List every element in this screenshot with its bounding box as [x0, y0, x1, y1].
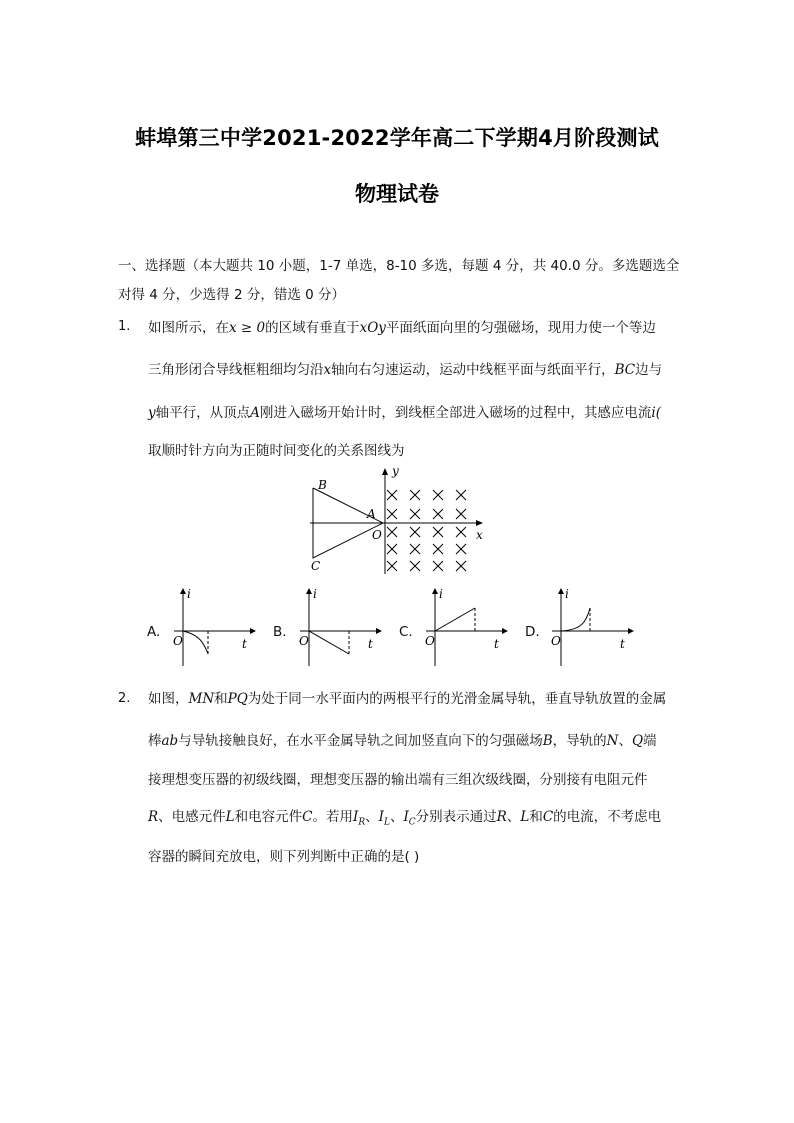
- curve-a: [183, 631, 208, 654]
- exam-subtitle: 物理试卷: [355, 182, 439, 206]
- label-x: x: [476, 528, 483, 542]
- label-B: B: [318, 478, 327, 492]
- section-heading-line1: 一、选择题（本大题共 10 小题，1-7 单选，8-10 多选，每题 4 分，共 40.0 分。多选题选全: [118, 258, 680, 274]
- option-b-label[interactable]: B.: [273, 624, 287, 640]
- question-2-line1: 如图，MN和PQ为处于同一水平面内的两根平行的光滑金属导轨，垂直导轨放置的金属: [148, 691, 667, 707]
- svg-text:i: i: [565, 587, 569, 601]
- question-1-line1: 如图所示，在x ≥ 0的区域有垂直于xOy平面纸面向里的匀强磁场，现用力使一个等边: [148, 320, 656, 336]
- label-C: C: [311, 559, 321, 573]
- option-b-graph[interactable]: [296, 586, 386, 670]
- question-1-number: 1.: [118, 319, 131, 334]
- label-y: y: [392, 464, 399, 478]
- question-2-line2: 棒ab与导轨接触良好，在水平金属导轨之间加竖直向下的匀强磁场B，导轨的N、Q端: [148, 733, 657, 749]
- question-2-line3: 接理想变压器的初级线圈，理想变压器的输出端有三组次级线圈，分别接有电阻元件: [148, 772, 648, 788]
- question-1-line2: 三角形闭合导线框粗细均匀沿x轴向右匀速运动，运动中线框平面与纸面平行，BC边与: [148, 362, 663, 378]
- line-b: [309, 631, 349, 654]
- answer-blank: ( ): [404, 849, 420, 865]
- question-2-number: 2.: [118, 691, 131, 706]
- section-heading-line2: 对得 4 分，少选得 2 分，错选 0 分）: [118, 287, 346, 303]
- svg-text:O: O: [425, 634, 435, 648]
- line-c: [435, 608, 475, 631]
- option-d-label[interactable]: D.: [525, 624, 540, 640]
- question-2-line5: 容器的瞬间充放电，则下列判断中正确的是( ): [148, 849, 420, 865]
- svg-text:i: i: [187, 587, 191, 601]
- option-a-label[interactable]: A.: [147, 624, 161, 640]
- option-d-graph[interactable]: [548, 586, 638, 670]
- label-O: O: [372, 528, 382, 542]
- question-1-line3: y轴平行，从顶点A刚进入磁场开始计时，到线框全部进入磁场的过程中，其感应电流i(: [148, 405, 661, 421]
- question-2-line4: R、电感元件L和电容元件C。若用$I_R$、$I_L$、$I_C$分别表示通过R、L和C的电流，不考虑电: [148, 809, 662, 828]
- svg-text:t: t: [368, 637, 373, 651]
- svg-text:O: O: [299, 634, 309, 648]
- exam-title: 蚌埠第三中学2021-2022学年高二下学期4月阶段测试: [135, 126, 659, 150]
- svg-text:i: i: [439, 587, 443, 601]
- svg-text:t: t: [620, 637, 625, 651]
- svg-text:O: O: [173, 634, 183, 648]
- option-c-graph[interactable]: [422, 586, 512, 670]
- svg-text:t: t: [242, 637, 247, 651]
- magnetic-field-crosses: [387, 490, 466, 571]
- option-c-label[interactable]: C.: [399, 624, 413, 640]
- question-1-figure: [300, 462, 500, 582]
- x-axis-arrow: [476, 520, 483, 526]
- svg-text:t: t: [494, 637, 499, 651]
- svg-text:O: O: [551, 634, 561, 648]
- option-a-graph[interactable]: [170, 586, 260, 670]
- y-axis-arrow: [382, 468, 388, 475]
- label-A: A: [367, 507, 376, 521]
- curve-d: [561, 608, 590, 631]
- question-1-line4: 取顺时针方向为正随时间变化的关系图线为: [148, 443, 405, 459]
- svg-text:i: i: [313, 587, 317, 601]
